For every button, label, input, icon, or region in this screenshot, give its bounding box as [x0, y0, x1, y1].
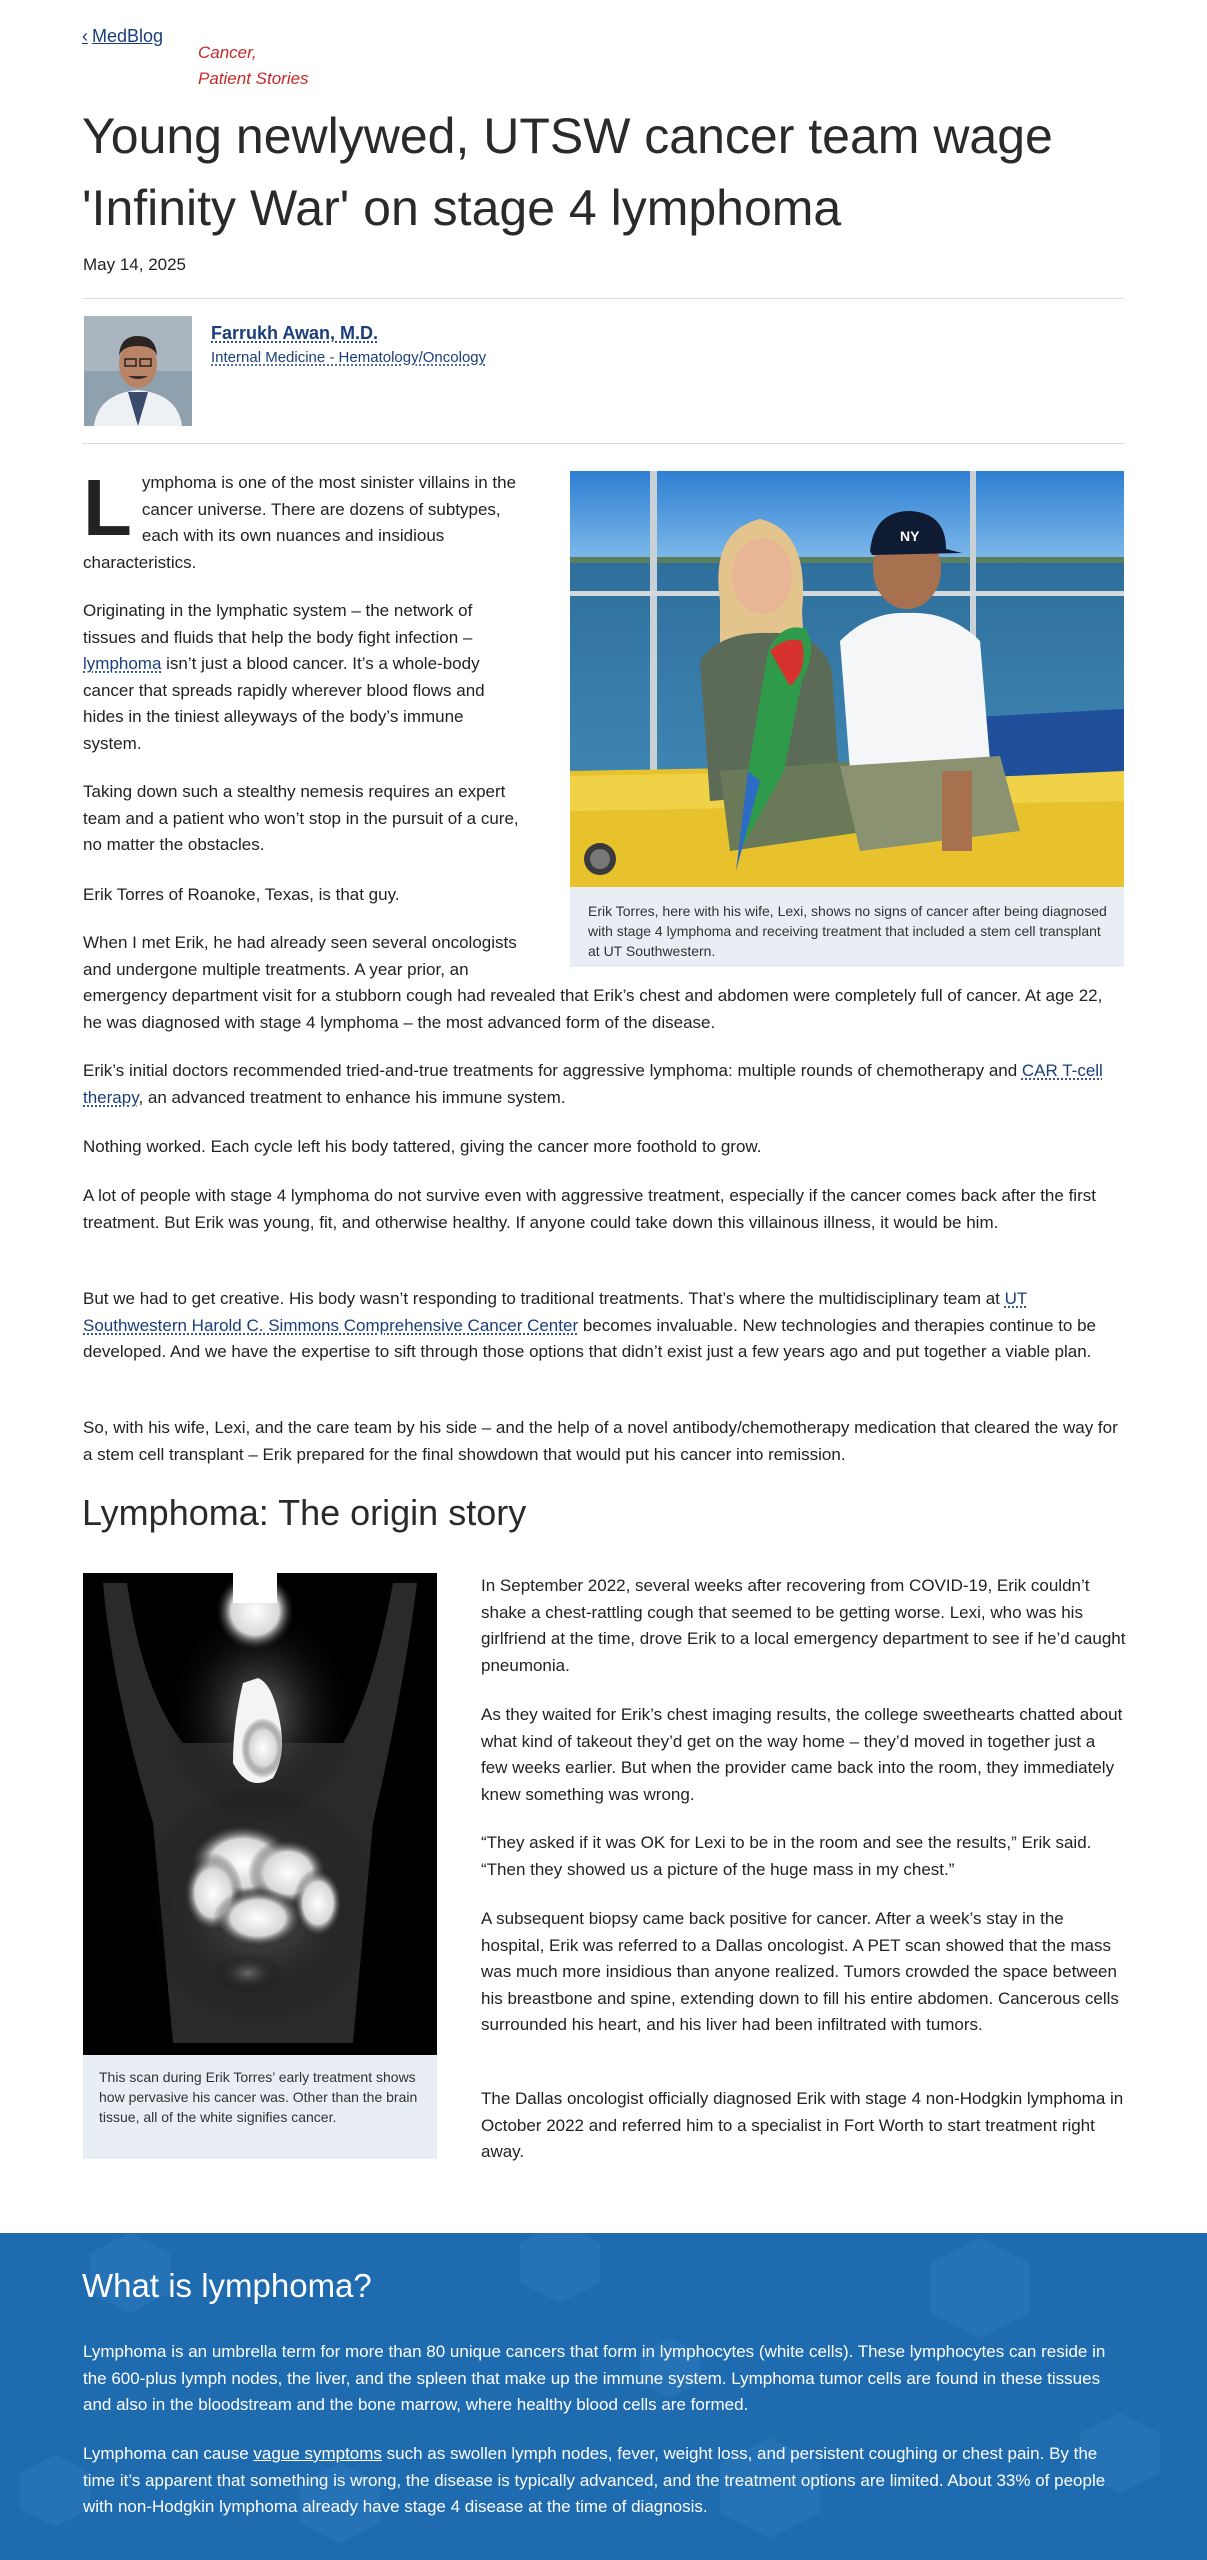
- car-t-cell-therapy-link[interactable]: CAR T-cell therapy: [83, 1061, 1103, 1107]
- pet-scan-image: [83, 1573, 437, 2055]
- intro-paragraph-2-text-a: Originating in the lymphatic system – the network of tissues and fluids that help the body fight infection –: [83, 601, 473, 647]
- body-paragraph-6-text-a: Erik’s initial doctors recommended tried-and-true treatments for aggressive lymphoma: multiple rounds of chemotherapy and: [83, 1061, 1022, 1080]
- pet-scan-caption: This scan during Erik Torres’ early treatment shows how pervasive his cancer was. Other than the brain tissue, all of the white signifies cancer.: [83, 2055, 437, 2159]
- intro-paragraph-4: Erik Torres of Roanoke, Texas, is that guy.: [83, 885, 400, 904]
- what-is-paragraph-2-text-b: such as swollen lymph nodes, fever, weight loss, and persistent coughing or chest pain. By the time it’s apparent that something is wrong, the disease is typically advanced, and the treatment options are limited. About 33% of people with non-Hodgkin lymphoma already have stage 4 disease at the time of diagnosis.: [83, 2444, 1106, 2516]
- what-is-lymphoma-section: [0, 2233, 1207, 2560]
- body-paragraph-8: A lot of people with stage 4 lymphoma do not survive even with aggressive treatment, especially if the cancer comes back after the first treatment. But Erik was young, fit, and otherwise healthy. If anyone could take down this villainous illness, it would be him.: [83, 1186, 1096, 1232]
- divider: [82, 298, 1124, 299]
- author-avatar[interactable]: [84, 316, 192, 426]
- intro-paragraph-5-text: When I met Erik, he had already seen several oncologists and undergone multiple treatments. A year prior, an emergency department visit for a stubborn cough had revealed that Erik’s chest and abdomen were completely full of cancer. At age 22, he was diagnosed with stage 4 lymphoma – the most advanced form of the disease.: [83, 933, 1103, 1032]
- body-paragraph-9: [83, 1286, 1125, 1366]
- intro-paragraph-3: Taking down such a stealthy nemesis requires an expert team and a patient who won’t stop in the pursuit of a cure, no matter the obstacles.: [83, 782, 519, 854]
- origin-paragraph-2: As they waited for Erik’s chest imaging results, the college sweethearts chatted about what kind of takeout they’d get on the way home – they’d moved in together just a few weeks earlier. But when the provider came back into the room, they immediately knew something was wrong.: [481, 1705, 1123, 1804]
- what-is-paragraph-2-text-a: Lymphoma can cause: [83, 2444, 254, 2463]
- what-is-paragraph-2: [83, 2441, 1123, 2521]
- svg-text:NY: NY: [900, 528, 920, 544]
- origin-paragraph-4: A subsequent biopsy came back positive for cancer. After a week’s stay in the hospital, Erik was referred to a Dallas oncologist. A PET scan showed that the mass was much more insidious than anyone realized. Tumors crowded the space between his breastbone and spine, extending down to fill his entire abdomen. Cancerous cells surrounded his heart, and his liver had been infiltrated with tumors.: [481, 1909, 1119, 2034]
- publish-date: May 14, 2025: [83, 255, 187, 274]
- chevron-left-icon: ‹: [82, 26, 88, 46]
- vague-symptoms-link[interactable]: vague symptoms: [253, 2444, 382, 2463]
- back-to-medblog-link[interactable]: [82, 26, 163, 47]
- simmons-cancer-center-link[interactable]: UT Southwestern Harold C. Simmons Comprehensive Cancer Center: [83, 1289, 1028, 1335]
- intro-paragraph-1: [83, 463, 518, 576]
- hero-photo-caption: Erik Torres, here with his wife, Lexi, shows no signs of cancer after being diagnosed with stage 4 lymphoma and receiving treatment that included a stem cell transplant at UT Southwestern.: [570, 887, 1124, 967]
- what-is-paragraph-1: Lymphoma is an umbrella term for more than 80 unique cancers that form in lymphocytes (white cells). These lymphocytes can reside in the 600-plus lymph nodes, the liver, and the spleen that make up the immune system. Lymphoma tumor cells are found in these tissues and also in the bloodstream and the bone marrow, where healthy blood cells are formed.: [83, 2342, 1106, 2414]
- body-paragraph-6: [83, 1058, 1125, 1111]
- divider: [82, 443, 1124, 444]
- origin-paragraph-1: In September 2022, several weeks after recovering from COVID-19, Erik couldn’t shake a chest-rattling cough that seemed to be getting worse. Lexi, who was his girlfriend at the time, drove Erik to a local emergency department to see if he’d caught pneumonia.: [481, 1576, 1126, 1675]
- body-paragraph-9-text-a: But we had to get creative. His body wasn’t responding to traditional treatments. That’s where the multidisciplinary team at: [83, 1289, 1005, 1308]
- section-heading-origin: Lymphoma: The origin story: [82, 1492, 527, 1533]
- author-department-link[interactable]: Internal Medicine - Hematology/Oncology: [211, 349, 487, 366]
- what-is-lymphoma-heading: What is lymphoma?: [82, 2267, 372, 2304]
- body-paragraph-6-text-b: , an advanced treatment to enhance his immune system.: [138, 1087, 566, 1107]
- body-paragraph-7: Nothing worked. Each cycle left his body tattered, giving the cancer more foothold to grow.: [83, 1137, 762, 1156]
- body-paragraph-9-text-b: becomes invaluable. New technologies and therapies continue to be developed. And we have the expertise to sift through those options that didn’t exist just a few years ago and put together a viable plan.: [83, 1315, 1097, 1361]
- drop-cap: L: [83, 463, 132, 552]
- intro-paragraph-1-text: ymphoma is one of the most sinister villains in the cancer universe. There are dozens of subtypes, each with its own nuances and insidious characteristics.: [83, 473, 517, 572]
- back-link-label: MedBlog: [92, 26, 164, 46]
- origin-paragraph-5: The Dallas oncologist officially diagnosed Erik with stage 4 non-Hodgkin lymphoma in October 2022 and referred him to a specialist in Fort Worth to start treatment right away.: [481, 2089, 1124, 2161]
- article-title: Young newlywed, UTSW cancer team wage 'Infinity War' on stage 4 lymphoma: [82, 108, 1053, 236]
- category-list: [198, 40, 309, 92]
- category-cancer[interactable]: Cancer,: [198, 43, 257, 62]
- author-name-link[interactable]: Farrukh Awan, M.D.: [211, 323, 379, 343]
- body-paragraph-10: So, with his wife, Lexi, and the care team by his side – and the help of a novel antibody/chemotherapy medication that cleared the way for a stem cell transplant – Erik prepared for the final showdown that would put his cancer into remission.: [83, 1418, 1118, 1464]
- category-patient-stories[interactable]: Patient Stories: [198, 69, 309, 88]
- hero-photo: [570, 471, 1124, 887]
- origin-paragraph-3: “They asked if it was OK for Lexi to be in the room and see the results,” Erik said. “Then they showed us a picture of the huge mass in my chest.”: [481, 1833, 1092, 1879]
- intro-paragraph-2-text-b: isn’t just a blood cancer. It’s a whole-body cancer that spreads rapidly wherever blood flows and hides in the tiniest alleyways of the body’s immune system.: [83, 654, 485, 753]
- lymphoma-link[interactable]: lymphoma: [83, 654, 162, 673]
- intro-paragraph-2: [83, 598, 523, 757]
